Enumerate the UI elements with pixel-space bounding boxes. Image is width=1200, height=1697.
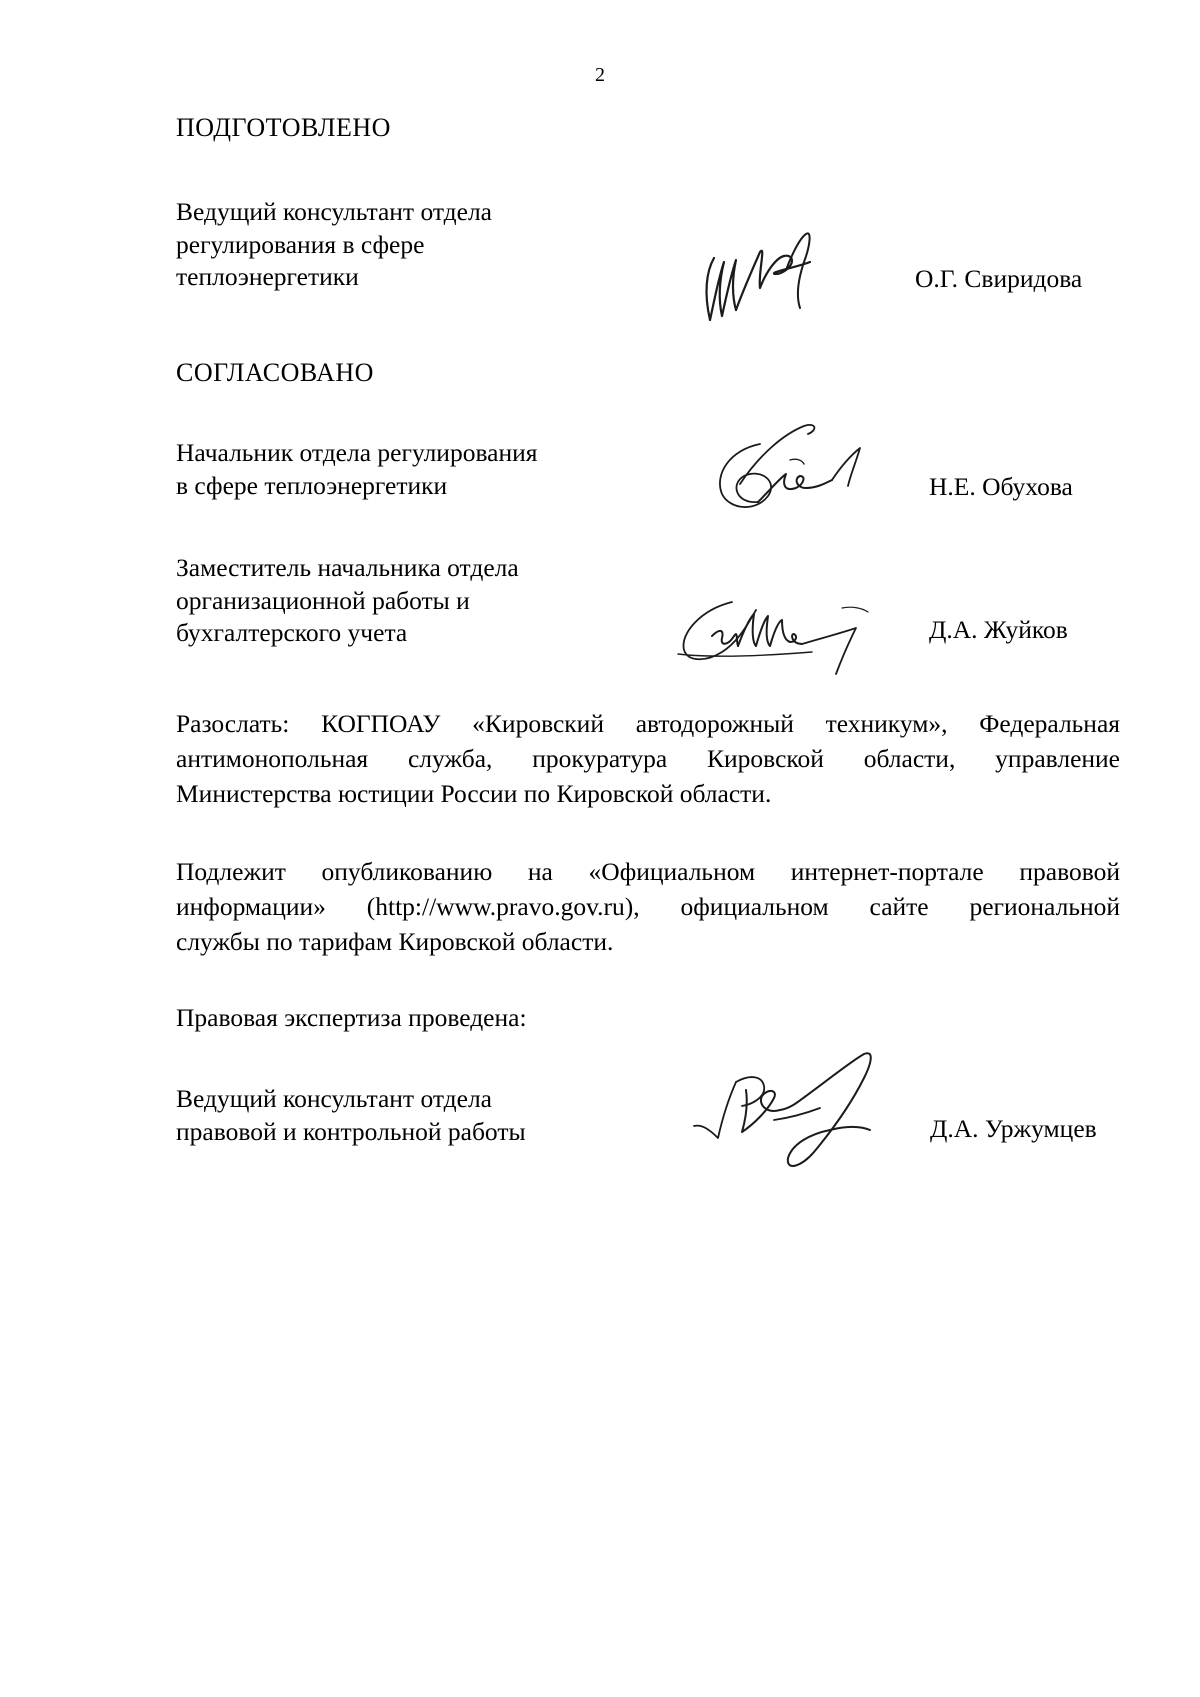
prepared-name: О.Г. Свиридова (915, 264, 1083, 293)
paragraph-line: информации» (http://www.pravo.gov.ru), официальном сайте региональной (176, 892, 1120, 921)
position-line: организационной работы и (176, 585, 470, 615)
agreed-signer-1-position (176, 437, 538, 502)
agreed-signer-2-position (176, 552, 519, 650)
legal-review-title: Правовая экспертиза проведена: (176, 1003, 527, 1032)
page-number: 2 (595, 64, 605, 86)
position-line: Ведущий консультант отдела (176, 1084, 492, 1113)
prepared-heading: ПОДГОТОВЛЕНО (176, 113, 391, 142)
paragraph-line: Подлежит опубликованию на «Официальном интернет-портале правовой (176, 857, 1120, 886)
position-line: Заместитель начальника отдела (176, 553, 519, 582)
legal-review-position (176, 1083, 526, 1148)
distribution-paragraph (176, 706, 1120, 811)
signature-sviridova (700, 222, 840, 332)
agreed-signer-2-name: Д.А. Жуйков (929, 615, 1068, 644)
signature-zhuykov (672, 588, 912, 688)
position-line: в сфере теплоэнергетики (176, 470, 448, 500)
agreed-signer-1-name: Н.Е. Обухова (929, 472, 1073, 501)
agreed-heading: СОГЛАСОВАНО (176, 358, 374, 387)
position-line: правовой и контрольной работы (176, 1116, 526, 1146)
paragraph-line: службы по тарифам Кировской области. (176, 927, 614, 956)
position-line: бухгалтерского учета (176, 618, 408, 647)
legal-review-name: Д.А. Уржумцев (930, 1114, 1097, 1143)
signature-obukhova (700, 414, 880, 524)
position-line: Начальник отдела регулирования (176, 438, 538, 467)
signature-urzhumtsev (688, 1048, 918, 1178)
paragraph-line: Разослать: КОГПОАУ «Кировский автодорожный техникум», Федеральная (176, 709, 1120, 738)
position-line: Ведущий консультант отдела (176, 197, 492, 226)
paragraph-line: Министерства юстиции России по Кировской области. (176, 779, 772, 808)
publication-paragraph (176, 854, 1120, 959)
position-line: регулирования в сфере (176, 229, 425, 259)
prepared-position (176, 196, 492, 294)
position-line: теплоэнергетики (176, 262, 359, 291)
paragraph-line: антимонопольная служба, прокуратура Кировской области, управление (176, 744, 1120, 773)
